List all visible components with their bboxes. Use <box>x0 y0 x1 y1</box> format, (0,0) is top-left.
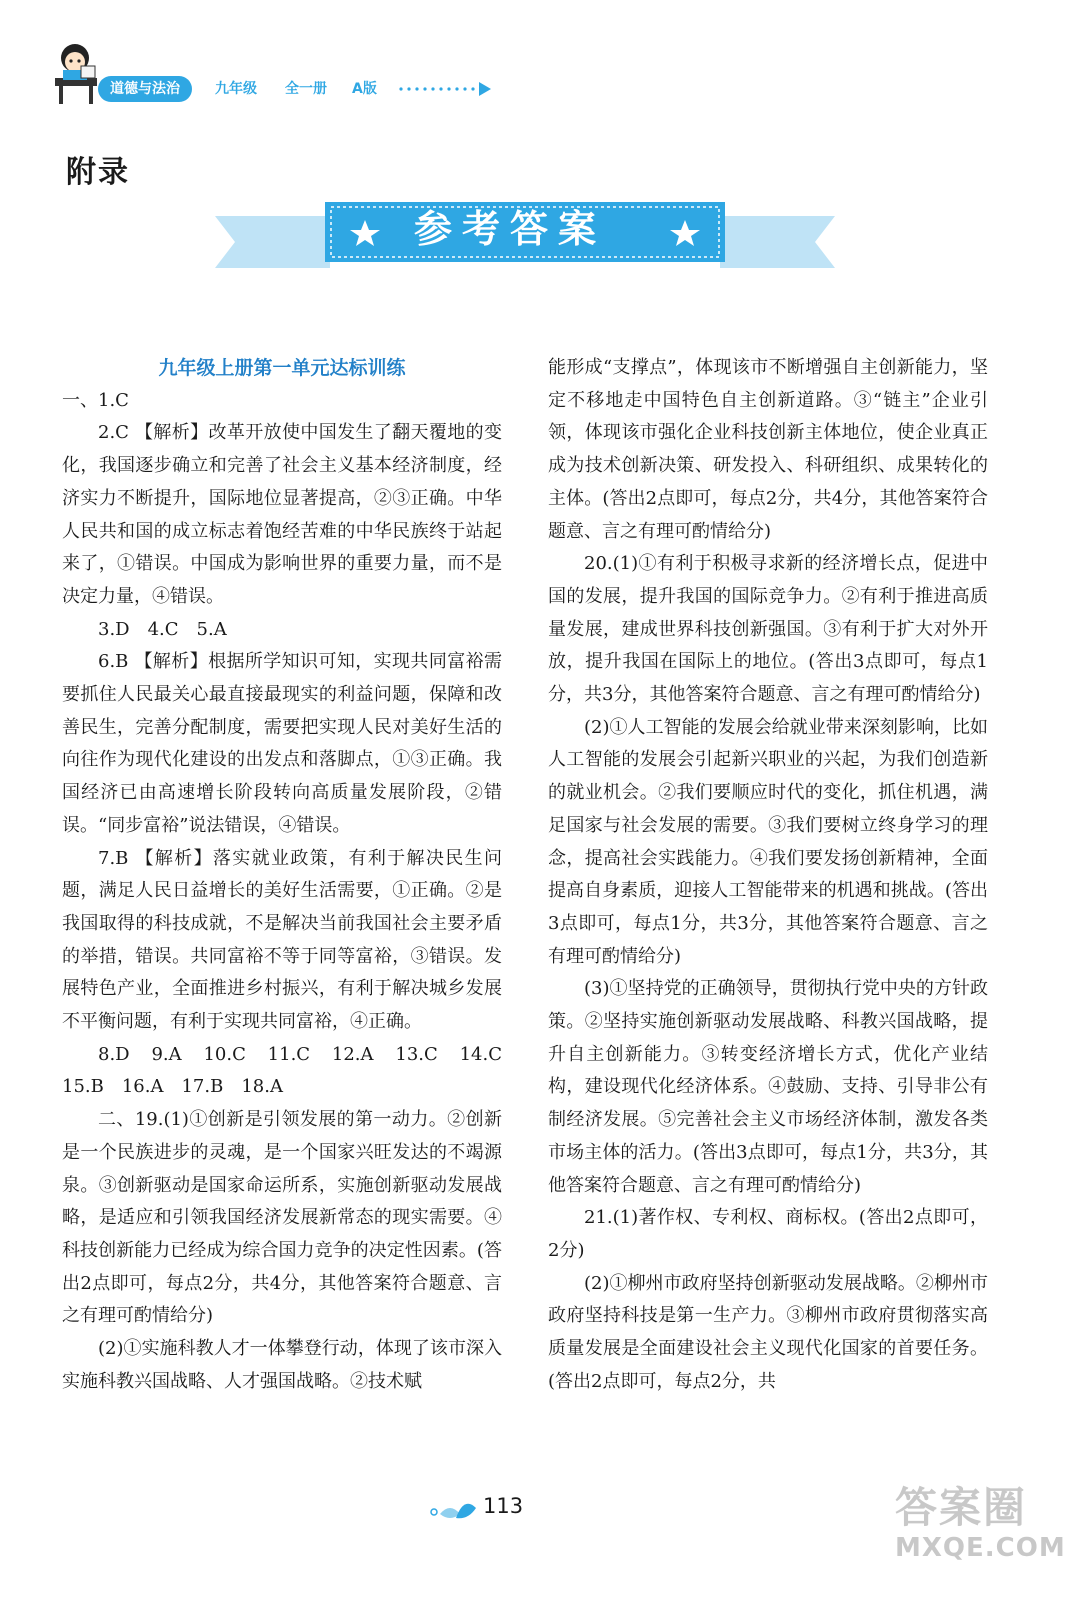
answer-paragraph: 6.B 【解析】根据所学知识可知，实现共同富裕需要抓住人民最关心最直接最现实的利益问题，保障和改善民生，完善分配制度，需要把实现人民对美好生活的向往作为现代化建设的出发点和落脚点，①③正确。我国经济已由高速增长阶段转向高质量发展阶段，②错误。“同步富裕”说法错误，④错误。 <box>62 651 502 836</box>
student-mascot-icon <box>45 40 107 106</box>
answer-paragraph: 7.B 【解析】落实就业政策，有利于解决民生问题，满足人民日益增长的美好生活需要，①正确。②是我国取得的科技成就，不是解决当前我国社会主要矛盾的举措，错误。共同富裕不等于同等富裕，③错误。发展特色产业，全面推进乡村振兴，有利于解决城乡发展不平衡问题，有利于实现共同富裕，④正确。 <box>62 847 502 1033</box>
section-title: 九年级上册第一单元达标训练 <box>158 357 406 379</box>
appendix-heading: 附录 <box>66 155 130 190</box>
answer-paragraph: 能形成“支撑点”，体现该市不断增强自主创新能力，坚定不移地走中国特色自主创新道路。③“链主”企业引领，体现该市强化企业科技创新主体地位，使企业真正成为技术创新决策、研发投入、科研组织、成果转化的主体。(答出2点即可，每点2分，共4分，其他答案符合题意、言之有理可酌情给分) <box>548 357 988 542</box>
watermark-url: MXQE.COM <box>895 1533 1066 1563</box>
answer-paragraph: 一、1.C <box>62 389 129 411</box>
banner-title: 参考答案 <box>413 207 606 251</box>
answer-paragraph: 二、19.(1)①创新是引领发展的第一动力。②创新是一个民族进步的灵魂，是一个国家兴旺发达的不竭源泉。③创新驱动是国家命运所系，实施创新驱动发展战略，是适应和引领我国经济发展新常态的现实需要。④科技创新能力已经成为综合国力竞争的决定性因素。(答出2点即可，每点2分，共4分，其他答案符合题意、言之有理可酌情给分) <box>62 1109 502 1327</box>
answer-paragraph: 2.C 【解析】改革开放使中国发生了翻天覆地的变化，我国逐步确立和完善了社会主义基本经济制度，经济实力不断提升，国际地位显著提高，②③正确。中华人民共和国的成立标志着饱经苦难的中华民族终于站起来了，①错误。中国成为影响世界的重要力量，而不是决定力量，④错误。 <box>62 422 502 607</box>
edition-label: A版 <box>352 81 377 97</box>
subject-tag: 道德与法治 <box>98 76 192 102</box>
answer-paragraph: (2)①柳州市政府坚持创新驱动发展战略。②柳州市政府坚持科技是第一生产力。③柳州市政府贯彻落实高质量发展是全面建设社会主义现代化国家的首要任务。(答出2点即可，每点2分，共 <box>548 1272 988 1392</box>
watermark <box>895 1475 1075 1585</box>
watermark-logo: 答案圈 <box>895 1483 1028 1532</box>
answer-paragraph: (2)①人工智能的发展会给就业带来深刻影响，比如人工智能的发展会引起新兴职业的兴起，为我们创造新的就业机会。②我们要顺应时代的变化，抓住机遇，满足国家与社会发展的需要。③我们要树立终身学习的理念，提高社会实践能力。④我们要发扬创新精神，全面提高自身素质，迎接人工智能带来的机遇和挑战。(答出3点即可，每点1分，共3分，其他答案符合题意、言之有理可酌情给分) <box>548 716 988 967</box>
dotted-arrow-icon <box>395 78 495 100</box>
answer-paragraph: (2)①实施科教人才一体攀登行动，体现了该市深入实施科教兴国战略、人才强国战略。②技术赋 <box>62 1338 502 1392</box>
answer-paragraph: 20.(1)①有利于积极寻求新的经济增长点，促进中国的发展，提升我国的国际竞争力。②有利于推进高质量发展，建成世界科技创新强国。③有利于扩大对外开放，提升我国在国际上的地位。(答出3点即可，每点1分，共3分，其他答案符合题意、言之有理可酌情给分) <box>548 553 988 706</box>
answer-column-right <box>548 352 988 1399</box>
answer-paragraph: 8.D 9.A 10.C 11.C 12.A 13.C 14.C 15.B 16.A 17.B 18.A <box>62 1043 520 1098</box>
answer-paragraph: (3)①坚持党的正确领导，贯彻执行党中央的方针政策。②坚持实施创新驱动发展战略、科教兴国战略，提升自主创新能力。③转变经济增长方式，优化产业结构，建设现代化经济体系。④鼓励、支持、引导非公有制经济发展。⑤完善社会主义市场经济体制，激发各类市场主体的活力。(答出3点即可，每点1分，共3分，其他答案符合题意、言之有理可酌情给分) <box>548 978 988 1196</box>
answer-paragraph: 21.(1)著作权、专利权、商标权。(答出2点即可，2分) <box>548 1207 988 1261</box>
volume-label: 全一册 <box>285 81 327 97</box>
answer-paragraph: 3.D 4.C 5.A <box>98 618 227 640</box>
answer-column-left <box>62 352 520 1399</box>
page-number: 113 <box>483 1494 524 1518</box>
grade-label: 九年级 <box>215 81 257 97</box>
